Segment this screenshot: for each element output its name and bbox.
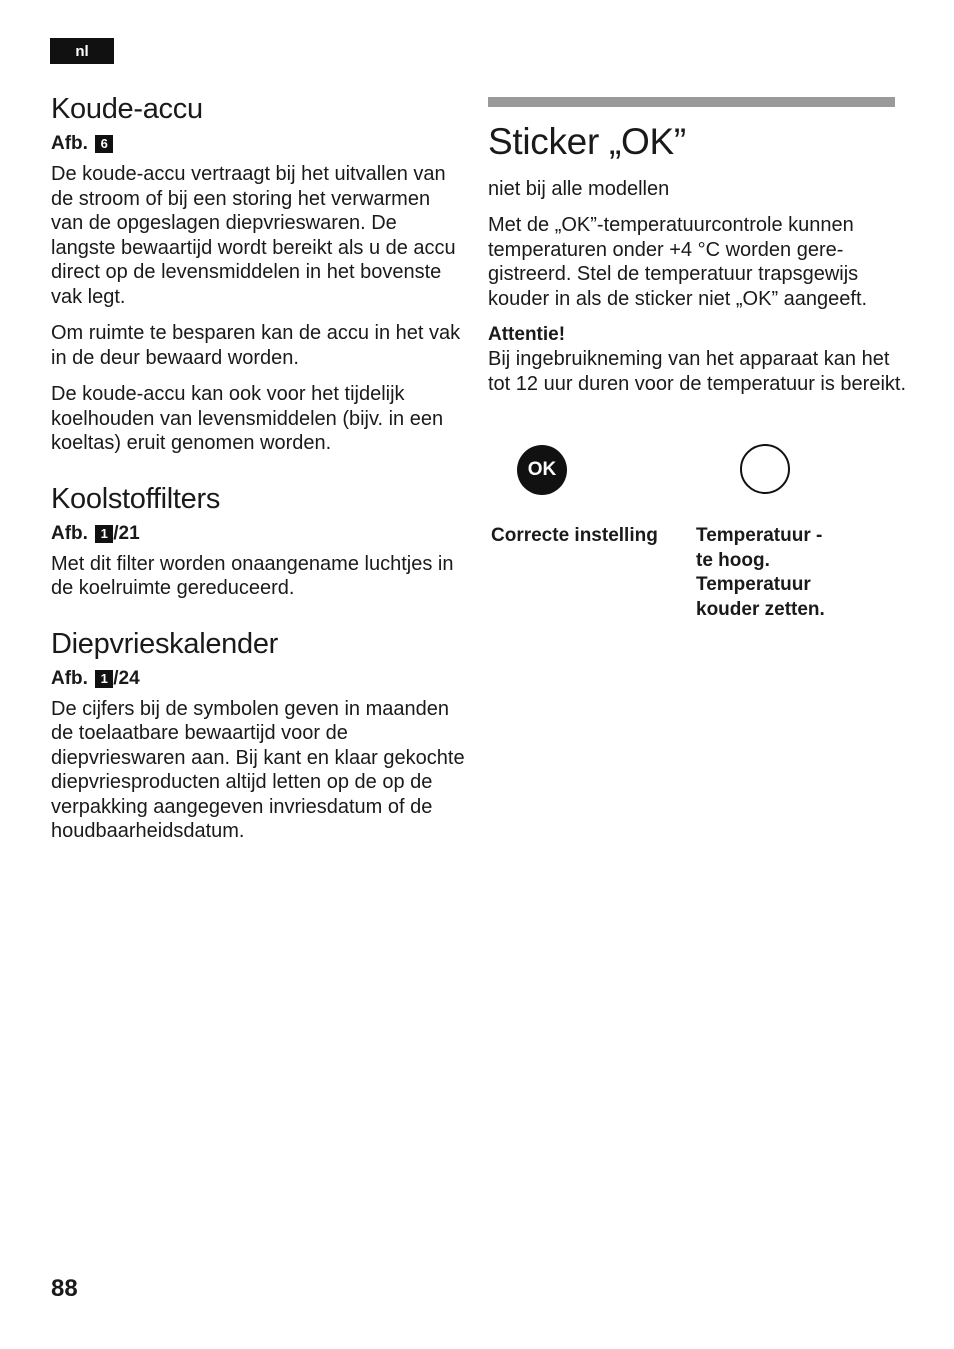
figure-ref-label: Afb. bbox=[51, 667, 88, 689]
section-title-koolstoffilters: Koolstoffilters bbox=[51, 482, 221, 515]
figure-ref-koude-accu bbox=[51, 132, 466, 156]
section-divider bbox=[488, 97, 895, 107]
figure-number-badge: 1 bbox=[95, 670, 113, 688]
figure-ref-suffix: /24 bbox=[113, 667, 140, 689]
paragraph: Met de „OK”-temperatuurcontrole kunnen temperaturen onder +4 °C worden geregistreerd. Stel de temperatuur trapsgewijs kouder in als de sticker niet „OK” aangeeft. bbox=[488, 214, 868, 310]
section-koude-accu bbox=[51, 92, 466, 456]
page-number: 88 bbox=[51, 1275, 78, 1302]
caption-line: Temperatuur bbox=[696, 574, 811, 595]
figure-ref-suffix: /21 bbox=[113, 522, 140, 544]
caption-line: te hoog. bbox=[696, 549, 770, 571]
figure-ref-koolstoffilters bbox=[51, 522, 466, 546]
left-column bbox=[51, 92, 466, 870]
right-column bbox=[488, 97, 908, 408]
paragraph: De cijfers bij de symbolen geven in maanden de toelaatbare bewaartijd voor de diepvrieswaren aan. Bij kant en klaar gekochte diepvriesproducten altijd letten op de op de verpakking aangegeven invriesdatum of de houdbaarheidsdatum. bbox=[51, 697, 465, 842]
model-note: niet bij alle modellen bbox=[488, 178, 670, 200]
attention-heading: Attentie! bbox=[488, 324, 566, 345]
section-koolstoffilters bbox=[51, 482, 466, 601]
section-title-sticker-ok: Sticker „OK” bbox=[488, 121, 686, 162]
caption-line: Temperatuur - bbox=[696, 525, 823, 546]
paragraph: De koude-accu kan ook voor het tijdelijk koelhouden van levensmiddelen (bijv. in een koeltas) eruit genomen worden. bbox=[51, 383, 444, 454]
paragraph: De koude-accu vertraagt bij het uitvallen van de stroom of bij een storing het verwarmen van de opgeslagen diepvrieswaren. De langste bewaartijd wordt bereikt als u de accu direct op de levensmiddelen in het bovenste vak legt. bbox=[51, 163, 456, 308]
ok-sticker-icon bbox=[517, 445, 567, 495]
language-tab: nl bbox=[50, 38, 114, 64]
figure-ref-diepvrieskalender bbox=[51, 667, 466, 691]
paragraph: Om ruimte te besparen kan de accu in het vak in de deur bewaard worden. bbox=[51, 322, 461, 369]
caption-line: kouder zetten. bbox=[696, 598, 825, 620]
section-title-diepvrieskalender: Diepvrieskalender bbox=[51, 627, 279, 660]
attention-text: Bij ingebruikneming van het apparaat kan het tot 12 uur duren voor de temperatuur is bereikt. bbox=[488, 348, 907, 395]
section-diepvrieskalender bbox=[51, 627, 466, 844]
figure-number-badge: 6 bbox=[95, 135, 113, 153]
figure-number-badge: 1 bbox=[95, 525, 113, 543]
empty-sticker-icon bbox=[740, 444, 790, 494]
caption-correct-setting: Correcte instelling bbox=[491, 525, 658, 546]
figure-ref-label: Afb. bbox=[51, 522, 88, 544]
ok-sticker-label: OK bbox=[527, 459, 557, 480]
figure-ref-label: Afb. bbox=[51, 133, 88, 154]
section-title-koude-accu: Koude-accu bbox=[51, 93, 203, 125]
caption-too-warm bbox=[696, 524, 866, 622]
paragraph: Met dit filter worden onaangename luchtjes in de koelruimte gereduceerd. bbox=[51, 552, 454, 599]
